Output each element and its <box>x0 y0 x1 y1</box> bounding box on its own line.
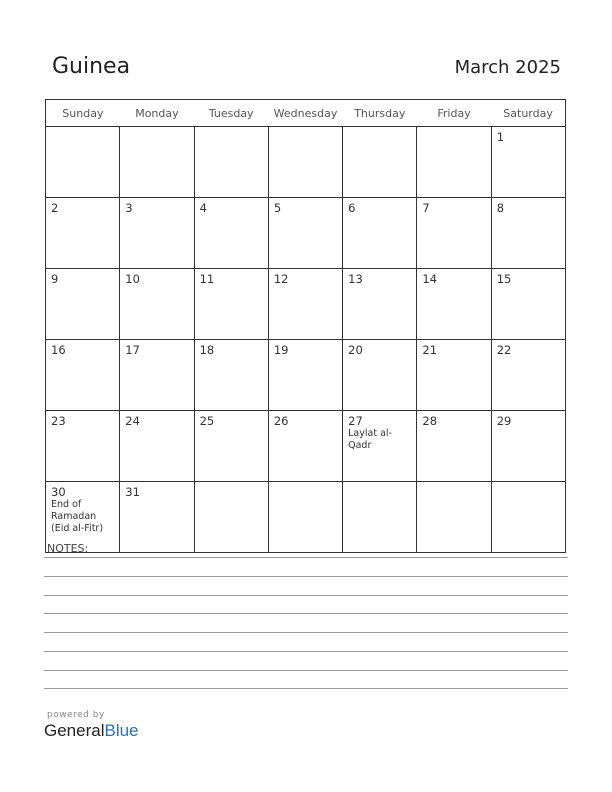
day-cell <box>417 411 491 482</box>
weekday-thursday: Thursday <box>343 100 417 127</box>
notes-line <box>44 576 568 577</box>
generalblue-logo[interactable] <box>44 721 139 741</box>
week-row-6 <box>46 482 566 553</box>
day-cell <box>491 340 565 411</box>
day-number: 10 <box>125 272 140 286</box>
day-cell <box>120 340 194 411</box>
day-cell <box>194 340 268 411</box>
day-number: 1 <box>496 130 505 144</box>
day-cell <box>268 269 342 340</box>
day-cell <box>343 127 417 198</box>
day-cell <box>417 198 491 269</box>
brand-blue: Blue <box>104 721 139 740</box>
notes-label: NOTES: <box>47 542 89 555</box>
day-number: 12 <box>273 272 289 286</box>
day-number: 22 <box>496 343 512 357</box>
day-number: 19 <box>273 343 289 357</box>
day-cell <box>268 482 342 553</box>
day-number: 6 <box>348 201 356 215</box>
day-cell <box>343 482 417 553</box>
day-number: 30 <box>51 485 66 499</box>
notes-line <box>44 595 568 596</box>
day-number: 28 <box>422 414 438 428</box>
day-cell <box>194 411 268 482</box>
week-row-2 <box>46 198 566 269</box>
week-row-5 <box>46 411 566 482</box>
week-row-1 <box>46 127 566 198</box>
day-cell <box>46 411 120 482</box>
day-number: 16 <box>51 343 66 357</box>
day-cell <box>491 198 565 269</box>
day-cell <box>194 198 268 269</box>
day-cell <box>46 340 120 411</box>
day-number: 31 <box>125 485 140 499</box>
day-cell <box>491 411 565 482</box>
calendar-grid <box>45 99 566 553</box>
notes-line <box>44 632 568 633</box>
day-number: 26 <box>273 414 289 428</box>
day-number: 17 <box>125 343 140 357</box>
weekday-monday: Monday <box>120 100 194 127</box>
day-number: 27 <box>348 414 363 428</box>
week-row-4 <box>46 340 566 411</box>
country-title: Guinea <box>52 54 131 79</box>
day-number: 29 <box>496 414 512 428</box>
day-number: 23 <box>51 414 66 428</box>
day-number: 3 <box>125 201 133 215</box>
day-cell <box>491 482 565 553</box>
day-cell <box>343 411 417 482</box>
weekday-wednesday: Wednesday <box>268 100 342 127</box>
day-number: 21 <box>422 343 438 357</box>
day-cell <box>343 340 417 411</box>
day-number: 4 <box>199 201 207 215</box>
day-cell <box>491 127 565 198</box>
day-cell <box>268 127 342 198</box>
day-number: 20 <box>348 343 363 357</box>
holiday-label: Laylat al-Qadr <box>348 428 392 451</box>
notes-line <box>44 688 568 689</box>
brand-general: General <box>44 721 105 740</box>
month-title: March 2025 <box>454 57 561 78</box>
day-cell <box>120 198 194 269</box>
day-number: 2 <box>51 201 59 215</box>
week-row-3 <box>46 269 566 340</box>
day-cell <box>417 340 491 411</box>
day-number: 13 <box>348 272 363 286</box>
day-cell <box>417 269 491 340</box>
weekday-friday: Friday <box>417 100 491 127</box>
weekday-sunday: Sunday <box>46 100 120 127</box>
day-cell <box>194 127 268 198</box>
day-cell <box>343 198 417 269</box>
day-number: 25 <box>199 414 215 428</box>
notes-line <box>44 557 568 558</box>
day-number: 14 <box>422 272 438 286</box>
weekday-saturday: Saturday <box>491 100 565 127</box>
day-cell <box>268 198 342 269</box>
day-cell <box>268 340 342 411</box>
day-number: 11 <box>199 272 215 286</box>
day-cell <box>120 482 194 553</box>
day-cell <box>194 482 268 553</box>
day-number: 7 <box>422 201 430 215</box>
notes-line <box>44 651 568 652</box>
day-cell <box>417 127 491 198</box>
day-number: 5 <box>273 201 282 215</box>
notes-line <box>44 613 568 614</box>
day-cell <box>46 127 120 198</box>
day-cell <box>120 269 194 340</box>
day-cell <box>46 269 120 340</box>
day-number: 15 <box>496 272 512 286</box>
weekday-tuesday: Tuesday <box>194 100 268 127</box>
day-cell <box>120 411 194 482</box>
day-number: 9 <box>51 272 59 286</box>
day-cell <box>120 127 194 198</box>
day-cell <box>46 198 120 269</box>
holiday-label: End of Ramadan (Eid al-Fitr) <box>51 499 104 534</box>
notes-line <box>44 670 568 671</box>
day-number: 24 <box>125 414 140 428</box>
day-cell <box>194 269 268 340</box>
day-cell <box>491 269 565 340</box>
weekday-header-row <box>46 100 566 127</box>
day-cell <box>268 411 342 482</box>
day-cell <box>343 269 417 340</box>
day-cell <box>417 482 491 553</box>
powered-by-text: powered by <box>47 710 105 720</box>
day-number: 18 <box>199 343 215 357</box>
day-number: 8 <box>496 201 505 215</box>
